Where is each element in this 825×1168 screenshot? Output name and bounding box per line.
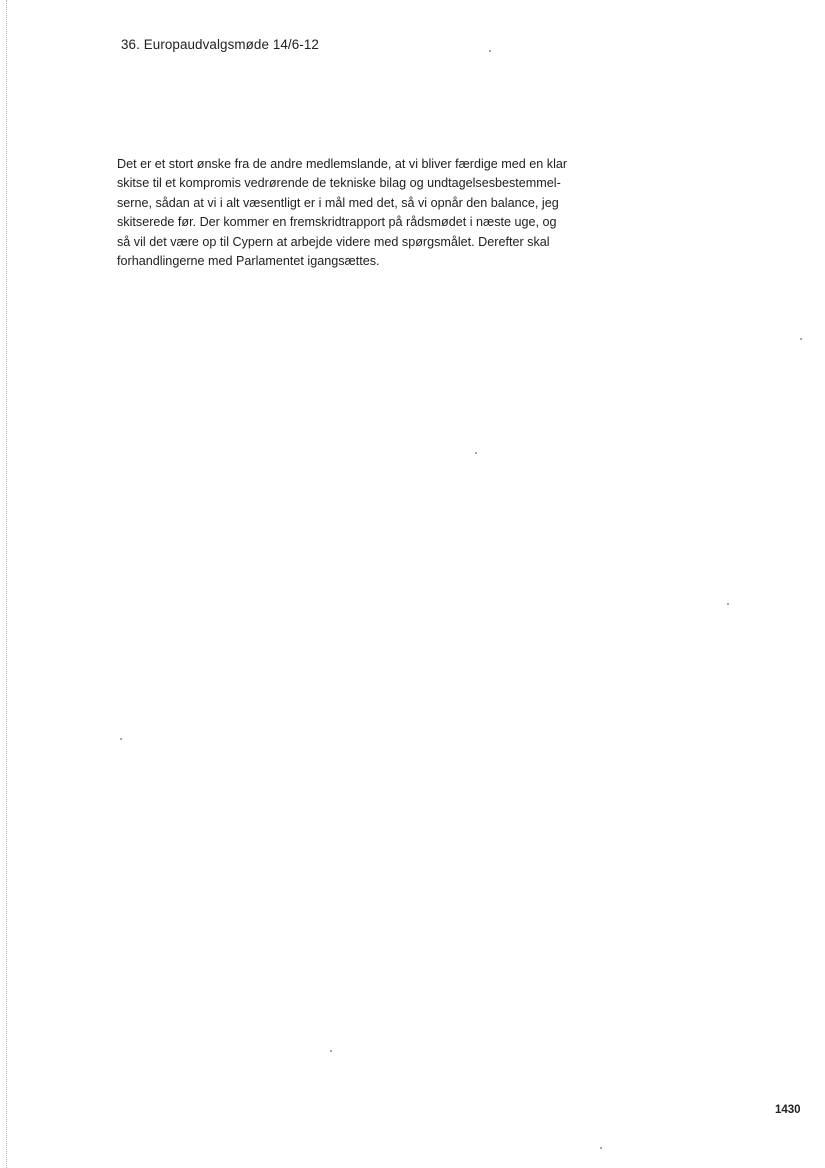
scan-speck — [600, 1147, 602, 1149]
paragraph-line: serne, sådan at vi i alt væsentligt er i mål med det, så vi opnår den balance, jeg — [117, 195, 559, 210]
paragraph-line: skitserede før. Der kommer en fremskridtrapport på rådsmødet i næste uge, og — [117, 215, 557, 230]
scan-speck — [800, 338, 802, 340]
paragraph-line: så vil det være op til Cypern at arbejde videre med spørgsmålet. Derefter skal — [117, 234, 550, 249]
scan-speck — [475, 452, 477, 454]
paragraph-line: forhandlingerne med Parlamentet igangsættes. — [117, 254, 380, 269]
page-number: 1430 — [775, 1104, 801, 1116]
paragraph-line: skitse til et kompromis vedrørende de tekniske bilag og undtagelsesbestemmel- — [117, 176, 561, 191]
scan-speck — [489, 50, 491, 52]
body-paragraph — [117, 155, 637, 271]
scan-speck — [727, 603, 729, 605]
scan-speck — [330, 1050, 332, 1052]
scan-edge-line — [6, 0, 7, 1168]
scan-speck — [120, 738, 122, 740]
page-header: 36. Europaudvalgsmøde 14/6-12 — [121, 37, 319, 52]
paragraph-line: Det er et stort ønske fra de andre medlemslande, at vi bliver færdige med en klar — [117, 157, 568, 171]
